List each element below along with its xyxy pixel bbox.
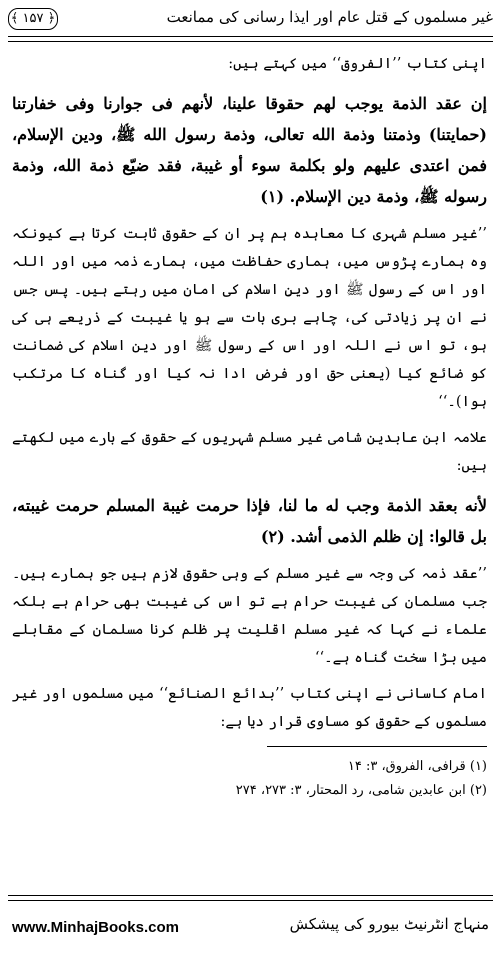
header-divider [8, 36, 493, 42]
urdu-translation-2: ’’عقد ذمہ کی وجہ سے غیر مسلم کے وہی حقوق لازم ہیں جو ہمارے ہیں۔ جب مسلمان کی غیبت حرام ہے تو اس کی غیبت بھی حرام ہے بلکہ علماء نے کہا کہ غیر مسلم اقلیت پر ظلم کرنا مسلمان کے مقابلے میں بڑا سخت گناہ ہے۔‘‘ [12, 566, 487, 666]
intro-paragraph-2: علامہ ابن عابدین شامی غیر مسلم شہریوں کے حقوق کے بارے میں لکھتے ہیں: [12, 430, 487, 474]
intro-paragraph-3: امام کاسانی نے اپنی کتاب ’’بدائع الصنائع‘‘ میں مسلموں اور غیر مسلموں کے حقوق کو مساوی قرار دیا ہے: [12, 686, 487, 730]
publisher-credit: منہاج انٹرنیٹ بیورو کی پیشکش [289, 915, 489, 933]
footnote-2: (۲) ابن عابدین شامی، رد المحتار، ۳: ۲۷۳، ۲۷۴ [235, 783, 487, 798]
footnote-1: (۱) قرافی، الفروق، ۳: ۱۴ [347, 759, 487, 774]
intro-paragraph-1: اپنی کتاب ’’الفروق‘‘ میں کہتے ہیں: [228, 56, 487, 72]
website-link[interactable]: www.MinhajBooks.com [12, 919, 179, 936]
page-content [12, 50, 487, 803]
footer-divider [8, 895, 493, 901]
arabic-quote-2: لأنه بعقد الذمة وجب له ما لنا، فإذا حرمت غيبة المسلم حرمت غيبته، بل قالوا: إن ظلم الذمى أشد. (۲) [12, 496, 487, 546]
urdu-translation-1: ’’غیر مسلم شہری کا معاہدہ ہم پر ان کے حقوق ثابت کرتا ہے کیونکہ وہ ہمارے پڑوس میں، ہماری حفاظت میں، ہمارے ذمہ میں اور اللہ اور اس کے رسول ﷺ اور دینِ اسلام کی امان میں رہتے ہیں۔ پس جس نے ان پر زیادتی کی، چاہے بری بات سے ہو یا غیبت کے ذریعے ہی کی ہو، تو اس نے اللہ اور اس کے رسول ﷺ اور دین اسلام کی ضمانت کو ضائع کیا (یعنی حق اور فرض ادا نہ کیا اور گناہ کا مرتکب ہوا)۔‘‘ [12, 226, 487, 410]
footnote-divider [267, 746, 487, 747]
running-title: غیر مسلموں کے قتلِ عام اور ایذا رسانی کی ممانعت [166, 8, 493, 26]
page-number: ﴿ ۱۵۷ ﴾ [8, 8, 58, 30]
page-header [8, 6, 493, 34]
arabic-quote-1: إن عقد الذمة يوجب لهم حقوقا علينا، لأنهم فى جوارنا وفى خفارتنا (حمايتنا) وذمتنا وذمة الله تعالى، وذمة رسول الله ﷺ، ودين الإسلام، فمن اعتدى عليهم ولو بكلمة سوء أو غيبة، فقد ضيّع ذمة الله، وذمة رسوله ﷺ، وذمة دين الإسلام. (۱) [12, 94, 487, 206]
page-footer [12, 905, 489, 945]
